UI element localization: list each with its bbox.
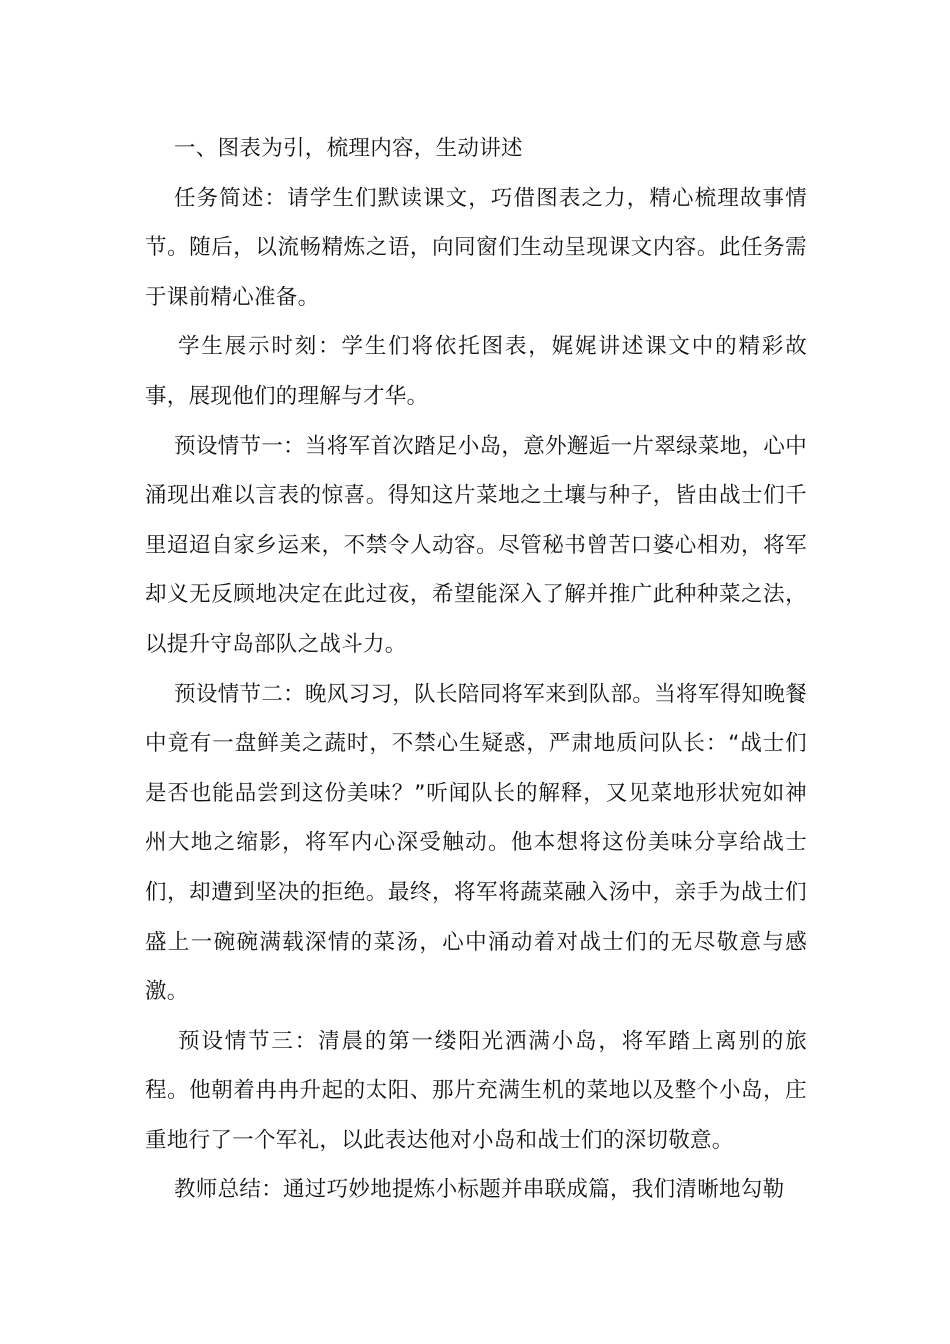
- plot-two-paragraph: 预设情节二：晚风习习，队长陪同将军来到队部。当将军得知晚餐中竟有一盘鲜美之蔬时，不禁心生疑惑，严肃地质问队长：“战士们是否也能品尝到这份美味？”听闻队长的解释，又见菜地形状宛如神州大地之缩影，将军内心深受触动。他本想将这份美味分享给战士们，却遭到坚决的拒绝。最终，将军将蔬菜融入汤中，亲手为战士们盛上一碗碗满载深情的菜汤，心中涌动着对战士们的无尽敬意与感激。: [145, 681, 807, 1005]
- task-description-paragraph: 任务简述：请学生们默读课文，巧借图表之力，精心梳理故事情节。随后，以流畅精炼之语，向同窗们生动呈现课文内容。此任务需于课前精心准备。: [145, 185, 807, 310]
- student-presentation-paragraph: 学生展示时刻：学生们将依托图表，娓娓讲述课文中的精彩故事，展现他们的理解与才华。: [145, 334, 807, 409]
- plot-one-paragraph: 预设情节一：当将军首次踏足小岛，意外邂逅一片翠绿菜地，心中涌现出难以言表的惊喜。得知这片菜地之土壤与种子，皆由战士们千里迢迢自家乡运来，不禁令人动容。尽管秘书曾苦口婆心相劝，将军却义无反顾地决定在此过夜，希望能深入了解并推广此种种菜之法，以提升守岛部队之战斗力。: [145, 433, 807, 657]
- teacher-summary-paragraph: 教师总结：通过巧妙地提炼小标题并串联成篇，我们清晰地勾勒: [174, 1177, 785, 1203]
- section-heading: 一、图表为引，梳理内容，生动讲述: [174, 136, 523, 161]
- plot-three-paragraph: 预设情节三：清晨的第一缕阳光洒满小岛，将军踏上离别的旅程。他朝着冉冉升起的太阳、那片充满生机的菜地以及整个小岛，庄重地行了一个军礼，以此表达他对小岛和战士们的深切敬意。: [145, 1028, 807, 1153]
- document-body: [145, 124, 807, 1215]
